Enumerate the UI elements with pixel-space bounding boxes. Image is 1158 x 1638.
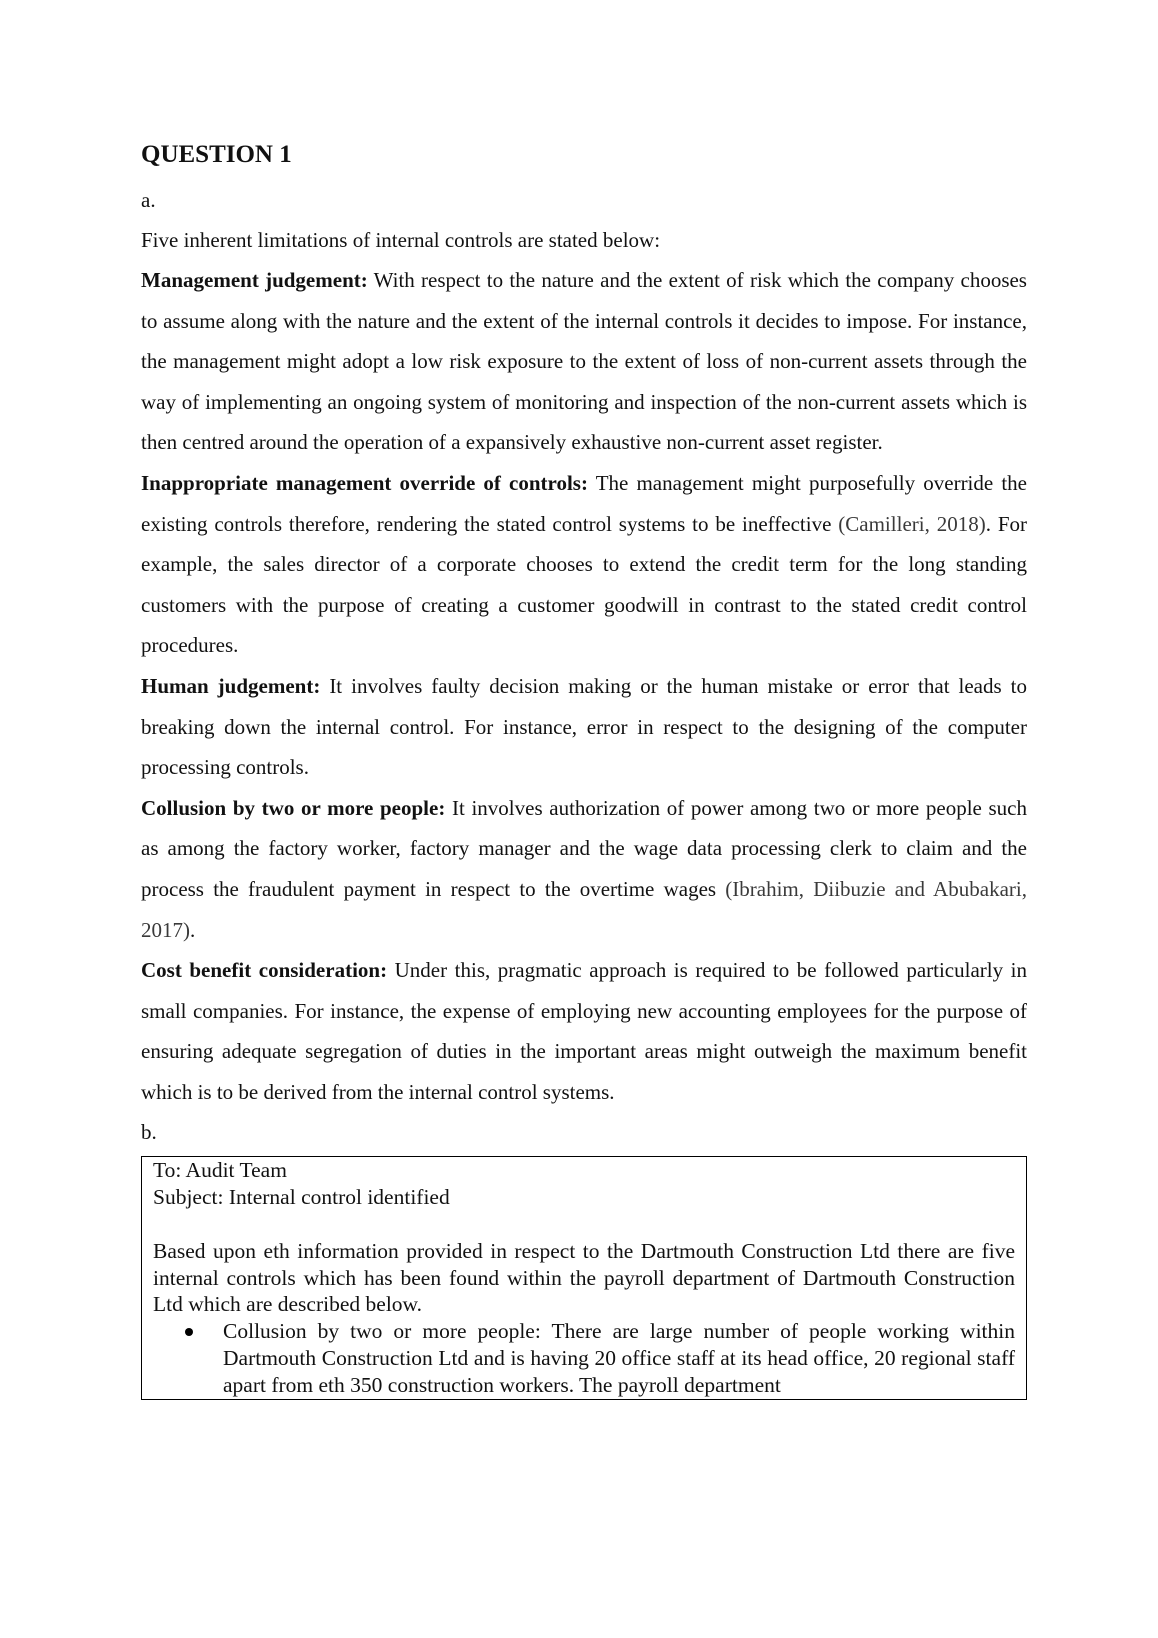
limitation-paragraph: [141, 950, 1027, 1112]
memo-body: Based upon eth information provided in respect to the Dartmouth Construction Ltd there are five internal controls which has been found within the payroll department of Dartmouth Construction Ltd which are described below.: [153, 1238, 1015, 1317]
limitation-term: Management judgement:: [141, 268, 368, 292]
part-a-intro: Five inherent limitations of internal controls are stated below:: [141, 228, 661, 252]
limitation-text: It involves faulty decision making or the human mistake or error that leads to breaking down the internal control. For instance, error in respect to the designing of the computer processing controls.: [141, 673, 1027, 780]
page-title: QUESTION 1: [141, 141, 292, 168]
limitation-term: Collusion by two or more people:: [141, 795, 446, 820]
document-content: [141, 138, 1027, 1400]
citation: (Camilleri, 2018): [838, 511, 986, 536]
limitation-paragraph: [141, 463, 1027, 666]
memo-bullet-text: Collusion by two or more people: There are large number of people working within Dartmouth Construction Ltd and is having 20 office staff at its head office, 20 regional staff apart from eth 350 construction workers. The payroll department: [223, 1319, 1015, 1397]
limitation-paragraph: [141, 260, 1027, 463]
limitation-text: The management might purposefully override the existing controls therefore, rendering the stated control systems to be ineffective: [141, 470, 1027, 536]
limitation-paragraph: [141, 788, 1027, 950]
limitation-text: Under this, pragmatic approach is required to be followed particularly in small companies. For instance, the expense of employing new accounting employees for the purpose of ensuring adequate segregation of duties in the important areas might outweigh the maximum benefit which is to be derived from the internal control systems.: [141, 958, 1027, 1104]
limitation-text: With respect to the nature and the extent of risk which the company chooses to assume along with the nature and the extent of the internal controls it decides to impose. For instance, the management might adopt a low risk exposure to the extent of loss of non-current assets through the way of implementing an ongoing system of monitoring and inspection of the non-current assets which is then centred around the operation of a expansively exhaustive non-current asset register.: [141, 268, 1027, 455]
limitation-term: Inappropriate management override of controls:: [141, 470, 588, 495]
limitation-term: Cost benefit consideration:: [141, 958, 388, 983]
memo-spacer: [153, 1211, 1015, 1238]
memo-to: To: Audit Team: [153, 1158, 287, 1183]
limitation-paragraph: [141, 666, 1027, 788]
memo-bullet-item: [153, 1318, 1015, 1398]
citation: (Ibrahim, Diibuzie and Abubakari, 2017): [141, 876, 1027, 942]
bullet-icon: [185, 1328, 193, 1336]
limitation-text-after: .: [190, 917, 196, 942]
limitation-text: It involves authorization of power among two or more people such as among the factory worker, factory manager and the wage data processing clerk to claim and the process the fraudulent payment in respect to the overtime wages: [141, 795, 1028, 901]
part-a-label: a.: [141, 188, 156, 212]
memo-subject: Subject: Internal control identified: [153, 1185, 450, 1210]
limitation-text-after: . For example, the sales director of a corporate chooses to extend the credit term for the long standing customers with the purpose of creating a customer goodwill in contrast to the stated credit control procedures.: [141, 511, 1027, 658]
limitation-term: Human judgement:: [141, 673, 321, 698]
memo-bullet-list: [153, 1318, 1015, 1398]
part-b-label: b.: [141, 1120, 157, 1145]
memo-box: [141, 1156, 1027, 1400]
